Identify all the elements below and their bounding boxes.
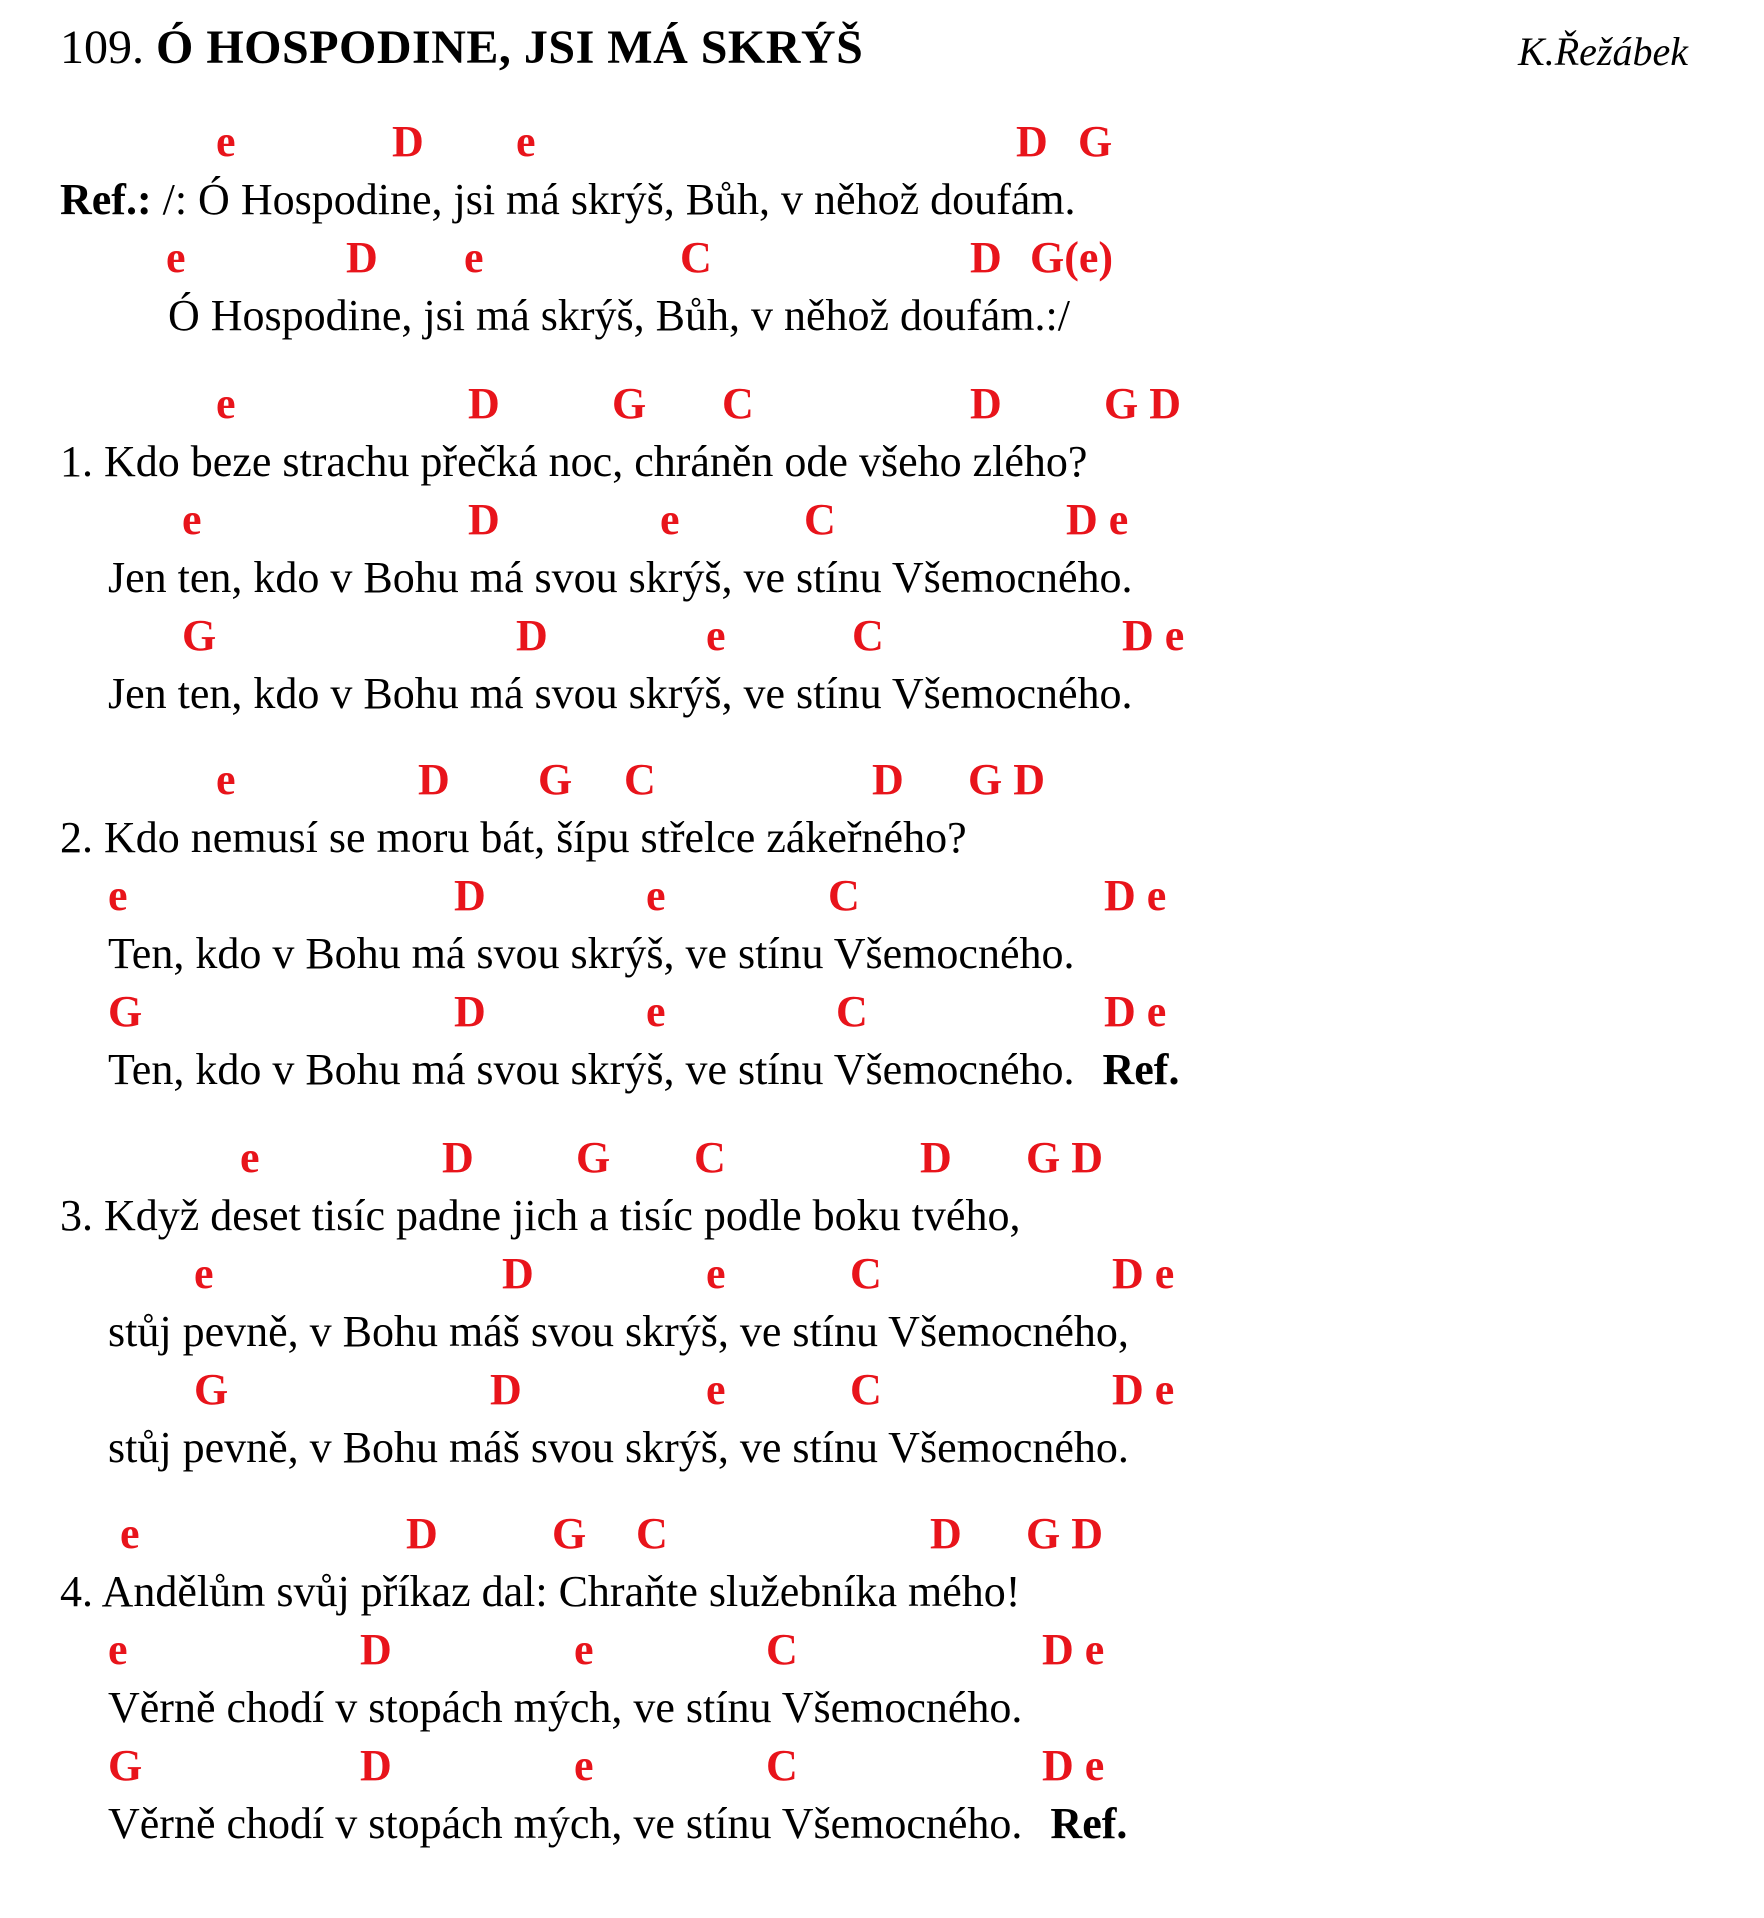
chord: D e: [1104, 987, 1167, 1036]
chord: D: [454, 987, 486, 1036]
lyric-line: [60, 432, 1087, 492]
song-title-line: [60, 8, 863, 88]
chord: e: [108, 871, 128, 920]
lyric-line: [108, 924, 1074, 984]
chord: e: [216, 117, 236, 166]
lyric-text: stůj pevně, v Bohu máš svou skrýš, ve stínu Všemocného.: [108, 1423, 1129, 1472]
chord: D: [360, 1741, 392, 1790]
chord: D: [454, 871, 486, 920]
chord-row: [0, 490, 1764, 550]
chord: C: [624, 755, 656, 804]
lyric-line: [108, 664, 1133, 724]
chord: e: [646, 987, 666, 1036]
chord: C: [804, 495, 836, 544]
lyric-text: Ten, kdo v Bohu má svou skrýš, ve stínu Všemocného.: [108, 929, 1075, 978]
lyric-text: 1. Kdo beze strachu přečká noc, chráněn ode všeho zlého?: [60, 437, 1088, 486]
chord: e: [660, 495, 680, 544]
chord: D: [442, 1133, 474, 1182]
chord: C: [694, 1133, 726, 1182]
chord: e: [464, 233, 484, 282]
lyric-line: [108, 548, 1133, 608]
chord: C: [850, 1249, 882, 1298]
chord-row: [0, 866, 1764, 926]
chord: e: [194, 1249, 214, 1298]
lyric-line: [108, 1794, 1127, 1854]
chord: G D: [968, 755, 1045, 804]
lyric-text: /: Ó Hospodine, jsi má skrýš, Bůh, v něhož doufám.: [151, 175, 1076, 224]
chord: D: [1016, 117, 1048, 166]
chord: D e: [1112, 1249, 1175, 1298]
lyric-text: stůj pevně, v Bohu máš svou skrýš, ve stínu Všemocného,: [108, 1307, 1129, 1356]
chord: e: [646, 871, 666, 920]
chord-row: [0, 1128, 1764, 1188]
chord: D e: [1112, 1365, 1175, 1414]
chord: G: [1078, 117, 1113, 166]
song-number: 109.: [60, 21, 144, 74]
chord: G D: [1104, 379, 1181, 428]
chord: G D: [1026, 1133, 1103, 1182]
lyric-line: [108, 1678, 1022, 1738]
lyric-line: [108, 1302, 1129, 1362]
lyric-text: Ten, kdo v Bohu má svou skrýš, ve stínu Všemocného.: [108, 1045, 1075, 1094]
chord-row: [0, 982, 1764, 1042]
chord: D: [346, 233, 378, 282]
chord: e: [216, 755, 236, 804]
chord: G: [552, 1509, 587, 1558]
refrain-reference: Ref.: [1050, 1799, 1128, 1848]
chord: e: [182, 495, 202, 544]
lyric-text: Jen ten, kdo v Bohu má svou skrýš, ve stínu Všemocného.: [108, 553, 1133, 602]
chord-row: [0, 374, 1764, 434]
chord: D: [930, 1509, 962, 1558]
chord: G: [108, 987, 143, 1036]
lyric-line: [168, 286, 1070, 346]
song-title: Ó HOSPODINE, JSI MÁ SKRÝŠ: [156, 21, 864, 74]
lyric-line: [60, 1186, 1020, 1246]
chord: D e: [1042, 1625, 1105, 1674]
chord: e: [574, 1625, 594, 1674]
chord: e: [706, 1365, 726, 1414]
lyric-text: 4. Andělům svůj příkaz dal: Chraňte služebníka mého!: [60, 1567, 1021, 1616]
chord: C: [722, 379, 754, 428]
chord: e: [108, 1625, 128, 1674]
lyric-text: Jen ten, kdo v Bohu má svou skrýš, ve stínu Všemocného.: [108, 669, 1133, 718]
chord: D: [360, 1625, 392, 1674]
lyric-line: [60, 1562, 1020, 1622]
chord: e: [516, 117, 536, 166]
chord-row: [0, 1360, 1764, 1420]
chord-row: [0, 112, 1764, 172]
chord: G: [108, 1741, 143, 1790]
refrain-reference: Ref.: [1102, 1045, 1180, 1094]
chord: D: [406, 1509, 438, 1558]
chord: D: [516, 611, 548, 660]
chord-row: [0, 606, 1764, 666]
chord-row: [0, 228, 1764, 288]
chord: e: [706, 1249, 726, 1298]
chord: D: [502, 1249, 534, 1298]
chord: D: [490, 1365, 522, 1414]
chord: D: [418, 755, 450, 804]
chord: C: [852, 611, 884, 660]
chord: G: [538, 755, 573, 804]
lyric-line: [60, 170, 1076, 230]
chord: e: [706, 611, 726, 660]
chord: G: [194, 1365, 229, 1414]
chord: e: [120, 1509, 140, 1558]
chord: D: [920, 1133, 952, 1182]
chord: e: [216, 379, 236, 428]
chord-row: [0, 1504, 1764, 1564]
refrain-marker: Ref.:: [60, 175, 152, 224]
chord: D: [392, 117, 424, 166]
lyric-line: [60, 808, 967, 868]
chord: G: [612, 379, 647, 428]
chord: D: [970, 233, 1002, 282]
chord: C: [766, 1741, 798, 1790]
chord-row: [0, 750, 1764, 810]
chord: C: [836, 987, 868, 1036]
chord: D: [872, 755, 904, 804]
chord: e: [240, 1133, 260, 1182]
chord: D e: [1122, 611, 1185, 660]
chord: e: [166, 233, 186, 282]
chord-row: [0, 1244, 1764, 1304]
chord: D: [468, 379, 500, 428]
song-author: K.Řežábek: [1518, 29, 1688, 74]
chord: C: [636, 1509, 668, 1558]
lyric-line: [108, 1418, 1129, 1478]
chord: D: [468, 495, 500, 544]
chord-row: [0, 1736, 1764, 1796]
chord: G: [576, 1133, 611, 1182]
chord-row: [0, 1620, 1764, 1680]
chord: G(e): [1030, 233, 1114, 282]
chord: e: [574, 1741, 594, 1790]
lyric-text: 3. Když deset tisíc padne jich a tisíc podle boku tvého,: [60, 1191, 1021, 1240]
chord: D e: [1042, 1741, 1105, 1790]
chord: C: [828, 871, 860, 920]
chord: C: [680, 233, 712, 282]
lyric-text: Ó Hospodine, jsi má skrýš, Bůh, v něhož doufám.:/: [168, 291, 1070, 340]
chord: G D: [1026, 1509, 1103, 1558]
chord: D e: [1066, 495, 1129, 544]
lyric-text: Věrně chodí v stopách mých, ve stínu Všemocného.: [108, 1683, 1023, 1732]
lyric-text: Věrně chodí v stopách mých, ve stínu Všemocného.: [108, 1799, 1023, 1848]
chord: C: [850, 1365, 882, 1414]
chord: G: [182, 611, 217, 660]
lyric-line: [108, 1040, 1179, 1100]
chord: C: [766, 1625, 798, 1674]
lyric-text: 2. Kdo nemusí se moru bát, šípu střelce zákeřného?: [60, 813, 967, 862]
chord: D: [970, 379, 1002, 428]
chord: D e: [1104, 871, 1167, 920]
